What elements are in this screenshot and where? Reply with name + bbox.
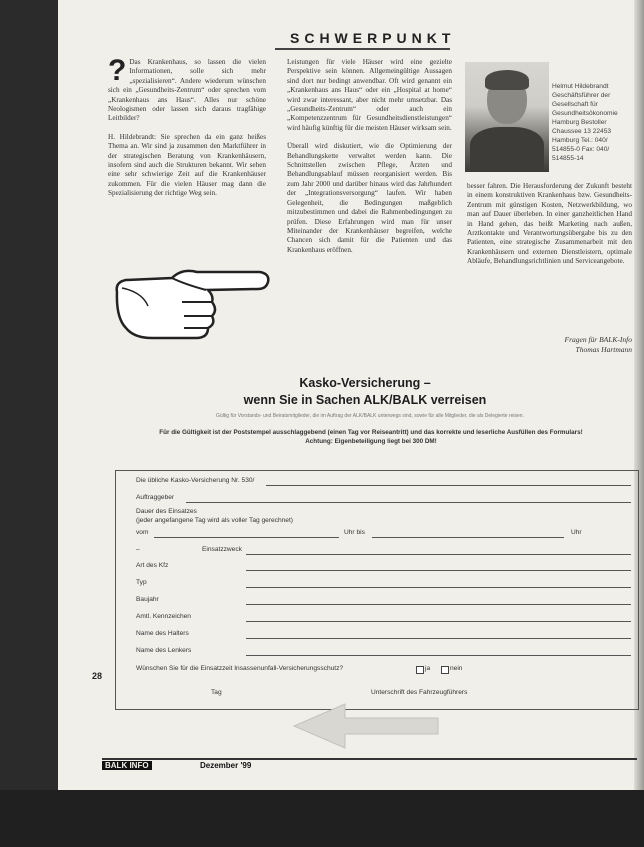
client-field[interactable]: [186, 502, 631, 503]
title-rule: [275, 48, 450, 50]
year-label: Baujahr: [136, 596, 159, 603]
vehicle-type-field[interactable]: [246, 570, 631, 571]
question-paragraph: ? Das Krankenhaus, so lassen die vielen Informationen, solle sich mehr „spezialisieren“. Andere wiederum wünschen sich ein „Gesundheits-Zentrum“ oder sprechen vom „Krankenhaus ans Haus“. Alles nur schöne Neologismen oder lassen sich daraus tragfähige Leitbilder?: [108, 54, 266, 123]
date-label: Tag: [211, 689, 222, 696]
no-checkbox[interactable]: [441, 666, 449, 674]
time-label-1: Uhr bis: [344, 529, 365, 536]
model-label: Typ: [136, 579, 147, 586]
plate-label: Amtl. Kennzeichen: [136, 613, 191, 620]
to-date-field[interactable]: [372, 537, 564, 538]
driver-field[interactable]: [246, 655, 631, 656]
plate-field[interactable]: [246, 621, 631, 622]
question-mark-icon: ?: [108, 54, 127, 87]
year-field[interactable]: [246, 604, 631, 605]
client-label: Auftraggeber: [136, 494, 175, 501]
page-edge: [634, 0, 644, 847]
owner-field[interactable]: [246, 638, 631, 639]
pointing-hand-icon: [112, 262, 272, 344]
form-small-note: Gültig für Vorstands- und Beiratsmitglieder, die im Auftrag der ALK/BALK unterwegs sind, sowie für alle Mitglieder, die als Delegierte reisen.: [216, 413, 524, 419]
portrait-photo: [465, 62, 549, 172]
interviewer-signoff: Fragen für BALK-Info Thomas Hartmann: [564, 335, 632, 354]
insurance-form: [115, 470, 639, 710]
policy-field[interactable]: [266, 485, 631, 486]
arrow-graphic: [290, 700, 440, 752]
duration-label: Dauer des Einsatzes: [136, 508, 197, 515]
answer-paragraph: H. Hildebrandt: Sie sprechen da ein ganz heißes Thema an. Wir sind ja zusammen den Marktführer in der strategischen Beratung von Krankenhäusern, insofern sind auch die Strukturen bekannt. Wir sehen eine sehr schwierige Zeit auf die Krankenhäuser zukommen. Für die vielen Häuser mag dann die Spezialisierung der richtige Weg sein.: [108, 132, 266, 198]
photo-caption: Helmut Hildebrandt Geschäftsführer der Gesellschaft für Gesundheitsökonomie Hamburg Bestoller Chaussee 13 22453 Hamburg Tel.: 040/ 514855-0 Fax: 040/ 514855-14: [552, 83, 618, 162]
duration-note: (jeder angefangene Tag wird als voller Tag gerechnet): [136, 517, 294, 524]
form-warning: Für die Gültigkeit ist der Poststempel ausschlaggebend (einen Tag vor Reiseantritt) und das korrekte und leserliche Ausfüllen des Formulars! Achtung: Eigenbeteiligung liegt bei 300 DM!: [159, 429, 583, 445]
yes-checkbox[interactable]: [416, 666, 424, 674]
time-label-2: Uhr: [571, 529, 582, 536]
policy-label: Die übliche Kasko-Versicherung Nr. 530/: [136, 477, 255, 484]
footer-rule: [102, 758, 637, 760]
vehicle-type-label: Art des Kfz: [136, 562, 169, 569]
form-title: Kasko-Versicherung – wenn Sie in Sachen ALK/BALK verreisen: [243, 376, 487, 407]
signature-label: Unterschrift des Fahrzeugführers: [371, 689, 468, 696]
purpose-dash: –: [136, 546, 140, 553]
no-label: nein: [450, 665, 463, 672]
footer-brand: BALK INFO: [102, 761, 152, 770]
column-3: besser fahren. Die Herausforderung der Zukunft besteht in einem konstruktiven Krankenhaus bzw. Gesundheits-Zentrum mit günstigen Kosten, Netzwerkbildung, wo man auf Dauer überleben. In einer ganzheitlichen Hand in Hand gehen, das heißt Marketing nach außen, Arztkontakte und Verantwortungsübergabe bis zu den Patienten, eine strategische Zusammenarbeit mit den Krankenhäusern und externen Dienstleistern, optimale Abläufe, Behandlungsrichtlinien und Serviceangebote.: [467, 182, 632, 266]
purpose-field[interactable]: [246, 554, 631, 555]
yes-label: ja: [425, 665, 431, 672]
from-date-field[interactable]: [154, 537, 339, 538]
purpose-label: Einsatzzweck: [202, 546, 242, 553]
model-field[interactable]: [246, 587, 631, 588]
owner-label: Name des Halters: [136, 630, 189, 637]
driver-label: Name des Lenkers: [136, 647, 192, 654]
from-label: vom: [136, 529, 149, 536]
section-title: SCHWERPUNKT: [290, 30, 456, 46]
footer-date: Dezember '99: [200, 761, 252, 770]
column-2: Leistungen für viele Häuser wird eine gezielte Perspektive sein können. Allgemeingültige Aussagen sind dort nur bedingt anwendbar. Oft wird genannt ein „Krankenhaus ans Haus“ oder ein „Hospital at home“ wird zwar interessant, aber nicht mehr umsetzbar. Das „Gesundheits-Zentrum“ oder auch ein „Kompetenzzentrum für Gesundheitsdienstleistungen“ wird häufig künftig für die meisten Häuser wirksam sein. Überall wird diskutiert, wie die Optimierung der Behandlungskette verwaltet werden kann. Die Schnittstellen zwischen Pflege, Ärzten und Behandlungsablauf müssen reorganisiert werden. Bis zum Jahr 2000 und darüber hinaus wird das Jahrhundert der „Integrationsversorgung“ laufen. Wir haben Gelegenheit, die Bedingungen maßgeblich mitzubestimmen und dabei die Rahmenbedingungen zu prüfen. Diese Erfahrungen wird man für unser Miteinander der Krankenhäuser begreifen, welche Chancen sich damit für die Patienten und das Krankenhaus eröffnen.: [287, 58, 452, 254]
page-number: 28: [92, 671, 103, 681]
insurance-question: Wünschen Sie für die Einsatzzeit Insassenunfall-Versicherungsschutz?: [136, 665, 344, 672]
column-1: [108, 54, 266, 208]
background-table: [0, 790, 644, 847]
